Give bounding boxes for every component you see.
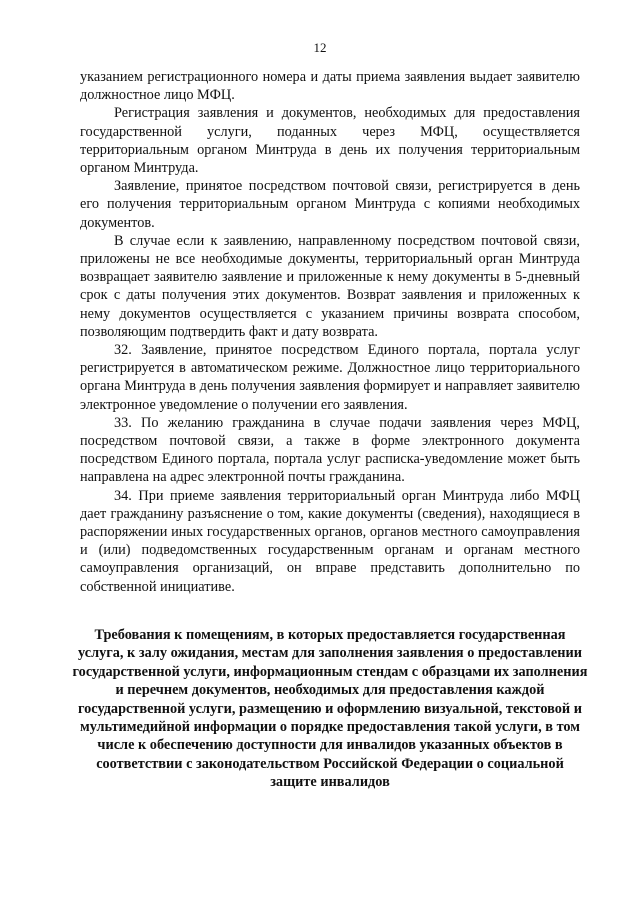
page-number: 12 xyxy=(313,40,327,55)
paragraph-mfc-registration: Регистрация заявления и документов, необходимых для предоставления государственной услуги, поданных через МФЦ, осуществляется территориальным органом Минтруда в день их получения территориальным органом Минтруда. xyxy=(80,105,580,177)
paragraph-item-32: 32. Заявление, принятое посредством Единого портала, портала услуг регистрируется в автоматическом режиме. Должностное лицо территориального органа Минтруда в день получения заявления формирует и направляет заявителю электронное уведомление о получении его заявления. xyxy=(80,342,580,413)
paragraph-incomplete-documents: В случае если к заявлению, направленному посредством почтовой связи, приложены не все необходимые документы, территориальный орган Минтруда возвращает заявителю заявление и приложенные к нему документы в 5-дневный срок с даты получения этих документов. Возврат заявления и приложенных к нему документов осуществляется с указанием причины возврата способом, позволяющим подтвердить факт и дату возврата. xyxy=(80,232,580,340)
paragraph-continuation: указанием регистрационного номера и даты приема заявления выдает заявителю должностное лицо МФЦ. xyxy=(80,69,580,104)
section-heading: Требования к помещениям, в которых предоставляется государственная услуга, к залу ожидания, местам для заполнения заявления о предоставлении государственной услуги, информационным стендам с образцами их заполнения и перечнем документов, необходимых для предоставления каждой государственной услуги, размещению и оформлению визуальной, текстовой и мультимедийной информации о порядке предоставления такой услуги, в том числе к обеспечению доступности для инвалидов указанных объектов в соответствии с законодательством Российской Федерации о социальной защите инвалидов xyxy=(72,627,588,791)
paragraph-postal-registration: Заявление, принятое посредством почтовой связи, регистрируется в день его получения территориальным органом Минтруда с копиями необходимых документов. xyxy=(80,178,580,231)
document-body xyxy=(80,68,580,596)
paragraph-item-33: 33. По желанию гражданина в случае подачи заявления через МФЦ, посредством почтовой связи, а также в форме электронного документа посредством Единого портала, портала услуг расписка-уведомление может быть направлена на адрес электронной почты гражданина. xyxy=(80,414,580,486)
paragraph-item-34: 34. При приеме заявления территориальный орган Минтруда либо МФЦ дает гражданину разъяснение о том, какие документы (сведения), находящиеся в распоряжении иных государственных органов, органов местного самоуправления и (или) подведомственных государственным органам и органам местного самоуправления организаций, он вправе представить дополнительно по собственной инициативе. xyxy=(80,487,580,595)
